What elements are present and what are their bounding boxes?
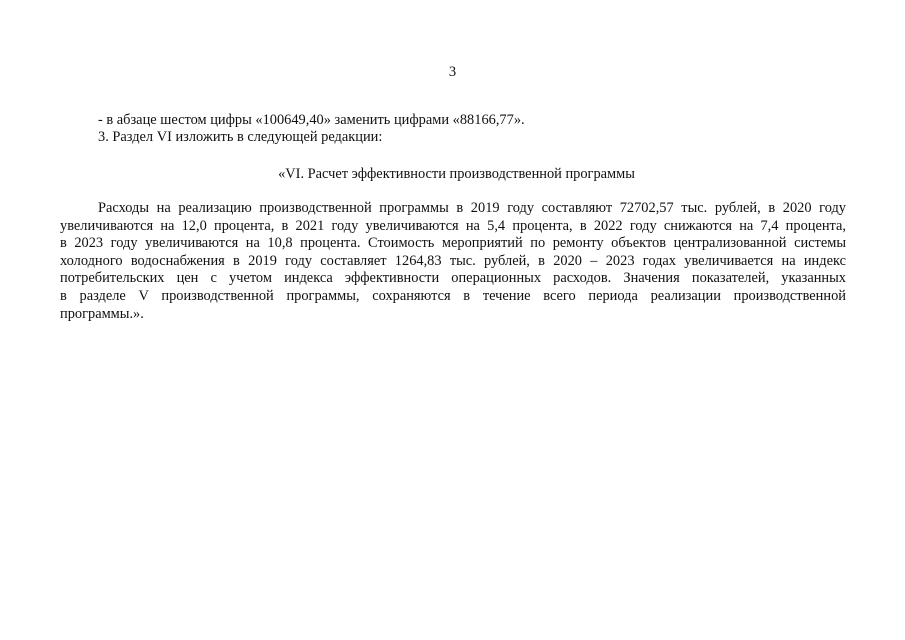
page-number: 3 — [448, 64, 457, 80]
paragraph-line: программы.». — [60, 305, 144, 322]
section-paragraph — [60, 200, 846, 323]
paragraph-line: в разделе V производственной программы, сохраняются в течение всего периода реализации производственной — [60, 287, 846, 304]
paragraph-line: в 2023 году увеличиваются на 10,8 процента. Стоимость мероприятий по ремонту объектов централизованной системы — [60, 235, 846, 252]
amendment-line-1: - в абзаце шестом цифры «100649,40» заменить цифрами «88166,77». — [98, 112, 525, 128]
section-heading: «VI. Расчет эффективности производственной программы — [278, 166, 635, 182]
paragraph-line: Расходы на реализацию производственной программы в 2019 году составляют 72702,57 тыс. рублей, в 2020 году — [98, 200, 846, 216]
amendment-line-2: 3. Раздел VI изложить в следующей редакции: — [98, 129, 383, 145]
paragraph-line: холодного водоснабжения в 2019 году составляет 1264,83 тыс. рублей, в 2020 – 2023 годах увеличивается на индекс — [60, 252, 846, 269]
paragraph-line: увеличиваются на 12,0 процента, в 2021 году увеличиваются на 5,4 процента, в 2022 году снижаются на 7,4 процента, — [60, 217, 846, 234]
paragraph-line: потребительских цен с учетом индекса эффективности операционных расходов. Значения показателей, указанных — [60, 270, 846, 287]
